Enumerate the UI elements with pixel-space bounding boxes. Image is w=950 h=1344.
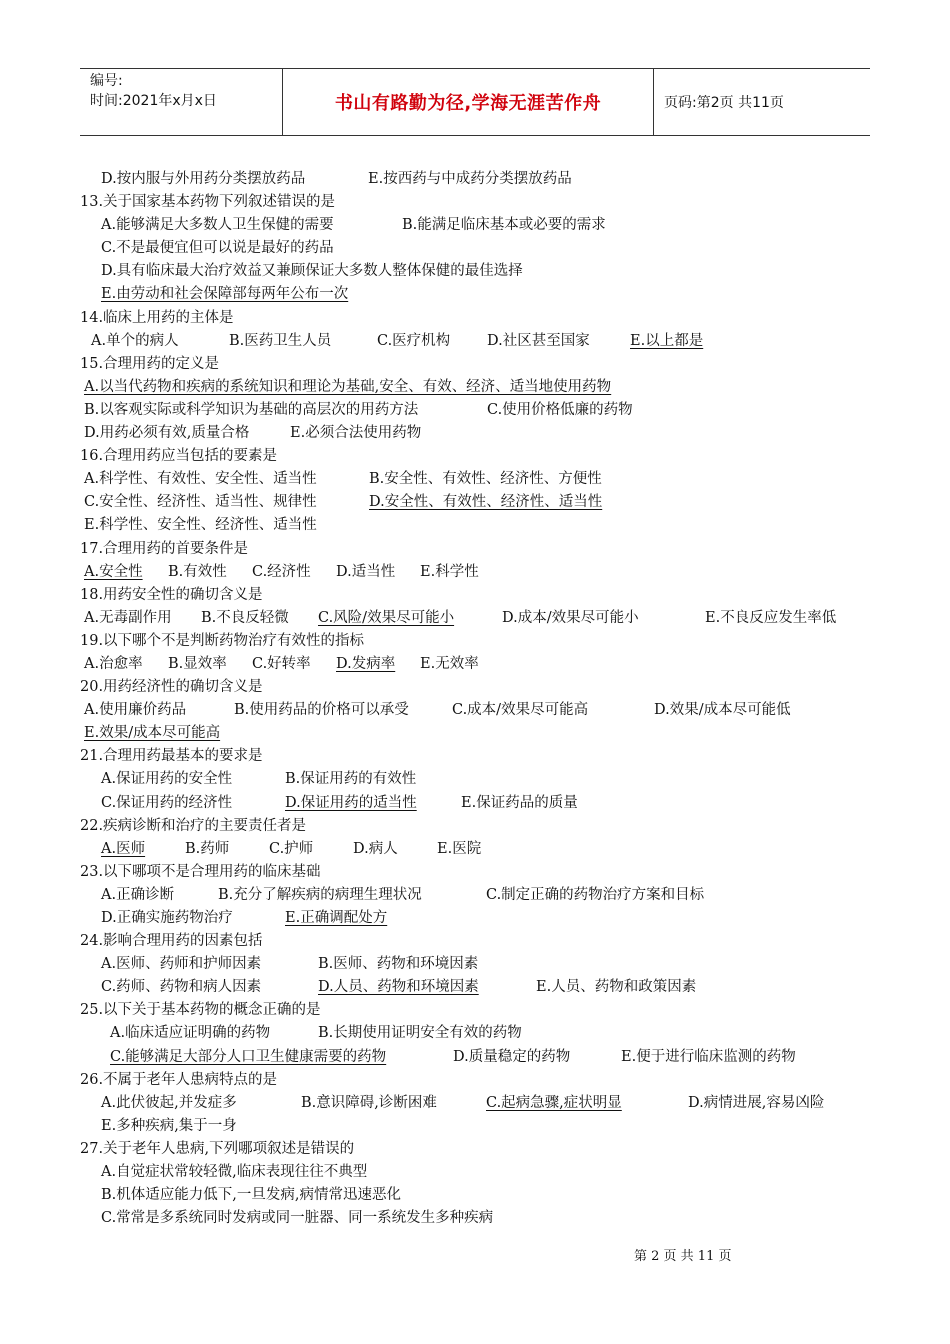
option-text: E.多种疾病,集于一身 bbox=[101, 1117, 237, 1134]
text-line bbox=[0, 214, 950, 237]
option-text: B.安全性、有效性、经济性、方便性 bbox=[369, 471, 602, 488]
text-line bbox=[0, 1115, 950, 1138]
text-line bbox=[0, 1184, 950, 1207]
option-text: C.成本/效果尽可能高 bbox=[452, 702, 589, 719]
option-text: E.按西药与中成药分类摆放药品 bbox=[368, 171, 572, 187]
answer-option: E.效果/成本尽可能高 bbox=[84, 725, 221, 742]
option-text: A.自觉症状常较轻微,临床表现往往不典型 bbox=[101, 1164, 368, 1181]
motto-text: 书山有路勤为径,学海无涯苦作舟 bbox=[334, 93, 602, 114]
text-line bbox=[0, 630, 950, 653]
text-line bbox=[0, 607, 950, 630]
option-text: A.无毒副作用 bbox=[84, 609, 172, 626]
option-text: C.经济性 bbox=[252, 563, 311, 580]
option-text: D.适当性 bbox=[336, 563, 396, 580]
option-text: E.不良反应发生率低 bbox=[705, 609, 837, 626]
option-text: B.不良反轻微 bbox=[201, 609, 289, 626]
text-line bbox=[0, 1207, 950, 1230]
text-line bbox=[0, 514, 950, 537]
option-text: D.具有临床最大治疗效益又兼顾保证大多数人整体保健的最佳选择 bbox=[101, 263, 523, 280]
option-text: E.便于进行临床监测的药物 bbox=[621, 1048, 796, 1065]
question-stem: 27.关于老年人患病,下列哪项叙述是错误的 bbox=[80, 1140, 355, 1157]
text-line bbox=[0, 907, 950, 930]
option-text: B.保证用药的有效性 bbox=[285, 771, 417, 788]
option-text: D.成本/效果尽可能小 bbox=[502, 609, 639, 626]
option-text: D.正确实施药物治疗 bbox=[101, 910, 233, 926]
option-text: B.医师、药物和环境因素 bbox=[318, 956, 479, 973]
text-line bbox=[0, 422, 950, 445]
option-text: B.长期使用证明安全有效的药物 bbox=[318, 1025, 522, 1042]
text-line bbox=[0, 976, 950, 999]
text-line bbox=[0, 330, 950, 353]
option-text: C.药师、药物和病人因素 bbox=[101, 979, 262, 996]
question-stem: 15.合理用药的定义是 bbox=[80, 355, 220, 372]
answer-option: A.安全性 bbox=[84, 563, 143, 580]
option-text: C.医疗机构 bbox=[377, 332, 451, 349]
answer-option: A.医师 bbox=[101, 840, 146, 857]
option-text: A.使用廉价药品 bbox=[84, 702, 187, 719]
option-text: A.此伏彼起,并发症多 bbox=[101, 1094, 237, 1111]
text-line bbox=[0, 168, 950, 191]
option-text: A.临床适应证明确的药物 bbox=[110, 1025, 271, 1042]
option-text: B.药师 bbox=[185, 840, 230, 857]
text-line bbox=[0, 768, 950, 791]
option-text: C.护师 bbox=[269, 840, 314, 857]
text-line bbox=[0, 1069, 950, 1092]
option-text: B.使用药品的价格可以承受 bbox=[234, 702, 409, 719]
answer-option: E.以上都是 bbox=[630, 332, 704, 349]
text-line bbox=[0, 676, 950, 699]
text-line bbox=[0, 930, 950, 953]
option-text: B.以客观实际或科学知识为基础的高层次的用药方法 bbox=[84, 401, 419, 418]
option-text: D.质量稳定的药物 bbox=[453, 1048, 571, 1065]
text-line bbox=[0, 653, 950, 676]
answer-option: D.保证用药的适当性 bbox=[285, 794, 417, 811]
question-stem: 17.合理用药的首要条件是 bbox=[80, 540, 249, 557]
number-label: 编号: bbox=[90, 73, 123, 89]
question-stem: 26.不属于老年人患病特点的是 bbox=[80, 1071, 278, 1088]
option-text: C.制定正确的药物治疗方案和目标 bbox=[486, 886, 705, 903]
option-text: C.好转率 bbox=[252, 655, 311, 672]
question-stem: 20.用药经济性的确切含义是 bbox=[80, 679, 263, 696]
option-text: C.安全性、经济性、适当性、规律性 bbox=[84, 494, 317, 511]
option-text: B.充分了解疾病的病理生理状况 bbox=[218, 886, 422, 903]
answer-option: E.由劳动和社会保障部每两年公布一次 bbox=[101, 286, 349, 303]
text-line bbox=[0, 584, 950, 607]
header-motto-cell bbox=[282, 69, 654, 135]
header-page-cell bbox=[654, 69, 870, 135]
option-text: E.无效率 bbox=[420, 655, 479, 672]
text-line bbox=[0, 1161, 950, 1184]
question-stem: 16.合理用药应当包括的要素是 bbox=[80, 448, 278, 465]
question-stem: 24.影响合理用药的因素包括 bbox=[80, 933, 263, 950]
answer-option: D.人员、药物和环境因素 bbox=[318, 979, 479, 996]
option-text: C.使用价格低廉的药物 bbox=[487, 401, 633, 418]
option-text: B.医药卫生人员 bbox=[229, 332, 332, 349]
text-line bbox=[0, 307, 950, 330]
question-stem: 22.疾病诊断和治疗的主要责任者是 bbox=[80, 817, 307, 834]
text-line bbox=[0, 399, 950, 422]
option-text: D.用药必须有效,质量合格 bbox=[84, 425, 250, 442]
answer-option: E.正确调配处方 bbox=[285, 910, 388, 926]
time-label: 时间:2021年x月x日 bbox=[90, 93, 217, 109]
answer-option: A.以当代药物和疾病的系统知识和理论为基础,安全、有效、经济、适当地使用药物 bbox=[84, 378, 612, 395]
page-info: 页码:第2页 共11页 bbox=[664, 95, 784, 111]
option-text: A.保证用药的安全性 bbox=[101, 771, 233, 788]
text-line bbox=[0, 884, 950, 907]
option-text: B.意识障碍,诊断困难 bbox=[301, 1094, 437, 1111]
text-line bbox=[0, 838, 950, 861]
option-text: C.常常是多系统同时发病或同一脏器、同一系统发生多种疾病 bbox=[101, 1210, 494, 1227]
question-stem: 25.以下关于基本药物的概念正确的是 bbox=[80, 1002, 321, 1019]
question-stem: 18.用药安全性的确切含义是 bbox=[80, 586, 263, 603]
answer-option: D.安全性、有效性、经济性、适当性 bbox=[369, 494, 603, 511]
answer-option: D.发病率 bbox=[336, 655, 396, 672]
answer-option: C.起病急骤,症状明显 bbox=[486, 1094, 622, 1111]
text-line bbox=[0, 283, 950, 306]
text-line bbox=[0, 237, 950, 260]
option-text: B.显效率 bbox=[168, 655, 227, 672]
text-line bbox=[0, 561, 950, 584]
document-header bbox=[80, 68, 870, 136]
question-list bbox=[0, 168, 950, 1230]
text-line bbox=[0, 376, 950, 399]
option-text: C.不是最便宜但可以说是最好的药品 bbox=[101, 240, 334, 257]
option-text: A.医师、药师和护师因素 bbox=[101, 956, 262, 973]
text-line bbox=[0, 792, 950, 815]
option-text: E.必须合法使用药物 bbox=[290, 425, 422, 442]
option-text: A.正确诊断 bbox=[101, 886, 175, 903]
text-line bbox=[0, 468, 950, 491]
option-text: E.保证药品的质量 bbox=[461, 794, 578, 811]
answer-option: C.能够满足大部分人口卫生健康需要的药物 bbox=[110, 1048, 387, 1065]
text-line bbox=[0, 1046, 950, 1069]
text-line bbox=[0, 999, 950, 1022]
option-text: B.能满足临床基本或必要的需求 bbox=[402, 217, 606, 234]
option-text: A.单个的病人 bbox=[91, 332, 179, 349]
text-line bbox=[0, 445, 950, 468]
text-line bbox=[0, 722, 950, 745]
question-stem: 21.合理用药最基本的要求是 bbox=[80, 748, 263, 765]
header-meta bbox=[80, 69, 282, 135]
option-text: D.社区甚至国家 bbox=[487, 332, 590, 349]
text-line bbox=[0, 260, 950, 283]
option-text: A.科学性、有效性、安全性、适当性 bbox=[84, 471, 317, 488]
text-line bbox=[0, 815, 950, 838]
option-text: C.保证用药的经济性 bbox=[101, 794, 233, 811]
option-text: E.科学性、安全性、经济性、适当性 bbox=[84, 517, 317, 534]
option-text: D.按内服与外用药分类摆放药品 bbox=[101, 171, 306, 187]
option-text: B.有效性 bbox=[168, 563, 227, 580]
text-line bbox=[0, 191, 950, 214]
text-line bbox=[0, 538, 950, 561]
text-line bbox=[0, 1022, 950, 1045]
option-text: D.效果/成本尽可能低 bbox=[654, 702, 791, 719]
answer-option: C.风险/效果尽可能小 bbox=[318, 609, 455, 626]
text-line bbox=[0, 953, 950, 976]
option-text: A.能够满足大多数人卫生保健的需要 bbox=[101, 217, 334, 234]
text-line bbox=[0, 353, 950, 376]
option-text: A.治愈率 bbox=[84, 655, 143, 672]
question-stem: 13.关于国家基本药物下列叙述错误的是 bbox=[80, 194, 336, 211]
text-line bbox=[0, 1092, 950, 1115]
option-text: D.病情进展,容易凶险 bbox=[688, 1094, 825, 1111]
text-line bbox=[0, 745, 950, 768]
option-text: E.医院 bbox=[437, 840, 482, 857]
option-text: E.科学性 bbox=[420, 563, 479, 580]
option-text: E.人员、药物和政策因素 bbox=[536, 979, 697, 996]
question-stem: 19.以下哪个不是判断药物治疗有效性的指标 bbox=[80, 632, 365, 649]
text-line bbox=[0, 1138, 950, 1161]
text-line bbox=[0, 699, 950, 722]
option-text: B.机体适应能力低下,一旦发病,病情常迅速恶化 bbox=[101, 1187, 401, 1204]
question-stem: 23.以下哪项不是合理用药的临床基础 bbox=[80, 863, 321, 880]
question-stem: 14.临床上用药的主体是 bbox=[80, 309, 234, 326]
page-footer: 第 2 页 共 11 页 bbox=[634, 1249, 732, 1264]
option-text: D.病人 bbox=[353, 840, 398, 857]
text-line bbox=[0, 861, 950, 884]
text-line bbox=[0, 491, 950, 514]
